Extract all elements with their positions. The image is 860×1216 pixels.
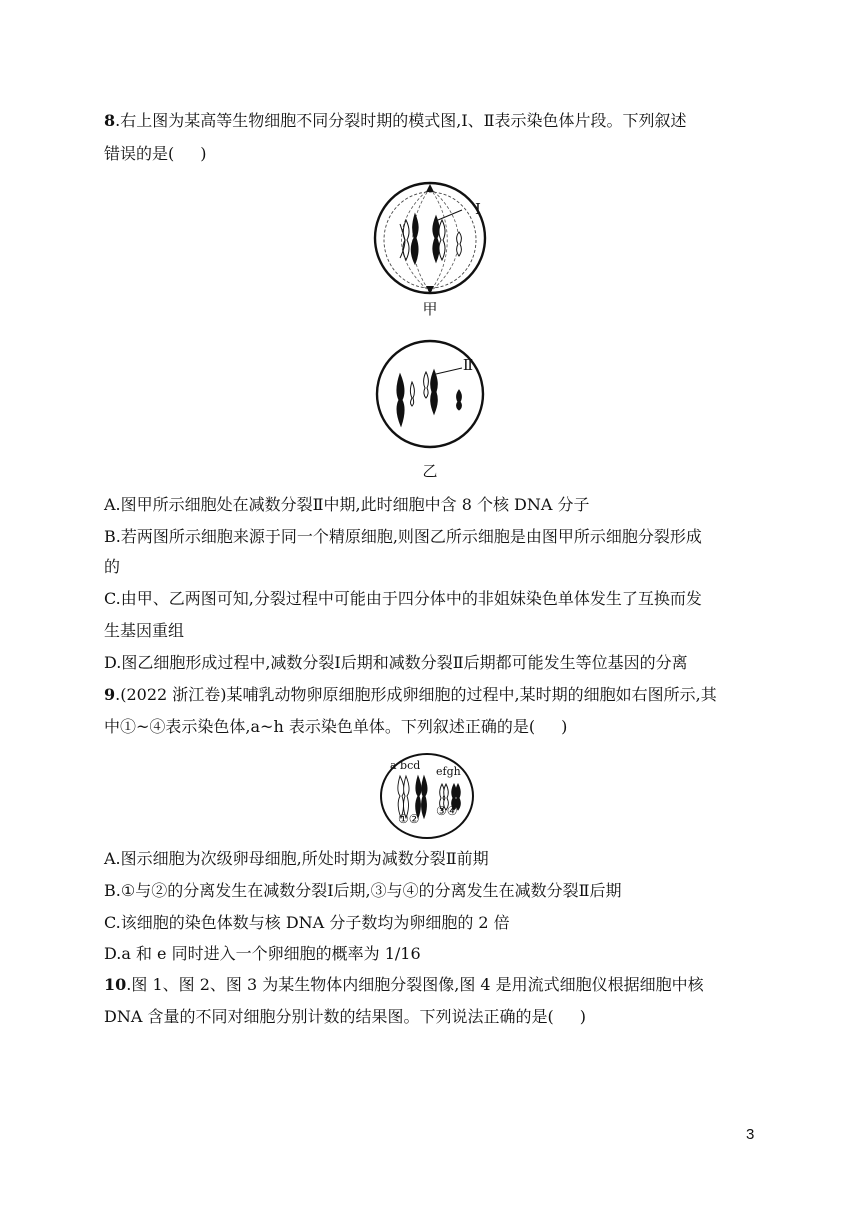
- q9-option-a: A.图示细胞为次级卵母细胞,所处时期为减数分裂Ⅱ前期: [104, 849, 489, 868]
- q8-option-b-line1: B.若两图所示细胞来源于同一个精原细胞,则图乙所示细胞是由图甲所示细胞分裂形成: [104, 527, 702, 546]
- q8-option-d: D.图乙细胞形成过程中,减数分裂Ⅰ后期和减数分裂Ⅱ后期都可能发生等位基因的分离: [104, 653, 688, 672]
- q8-stem-line2: 错误的是( ): [104, 144, 207, 163]
- q8-stem-line1: 8.右上图为某高等生物细胞不同分裂时期的模式图,Ⅰ、Ⅱ表示染色体片段。下列叙述: [104, 111, 687, 130]
- q9-fig-letters-left: a bcd: [390, 759, 421, 772]
- q10-stem-line1: 10.图 1、图 2、图 3 为某生物体内细胞分裂图像,图 4 是用流式细胞仪根据细胞中核: [104, 975, 704, 994]
- q9-option-c: C.该细胞的染色体数与核 DNA 分子数均为卵细胞的 2 倍: [104, 913, 510, 932]
- page-number: 3: [746, 1126, 755, 1143]
- q9-stem-line1: 9.(2022 浙江卷)某哺乳动物卵原细胞形成卵细胞的过程中,某时期的细胞如右图所示,其: [104, 685, 717, 704]
- q8-option-c-line1: C.由甲、乙两图可知,分裂过程中可能由于四分体中的非姐妹染色单体发生了互换而发: [104, 589, 702, 608]
- figure-yi-caption: 乙: [422, 462, 438, 480]
- q9-fig-numbers-left: ①②: [398, 812, 420, 826]
- figure-yi: [374, 338, 486, 450]
- figure-yi-label-II: Ⅱ: [462, 356, 474, 374]
- figure-jia-caption: 甲: [422, 300, 438, 318]
- q8-option-c-line2: 生基因重组: [104, 621, 185, 640]
- q9-fig-numbers-right: ③④: [436, 804, 458, 818]
- figure-jia-label-I: Ⅰ: [475, 200, 481, 218]
- figure-jia: [372, 180, 488, 296]
- q8-option-b-line2: 的: [104, 557, 121, 576]
- q9-option-b: B.①与②的分离发生在减数分裂Ⅰ后期,③与④的分离发生在减数分裂Ⅱ后期: [104, 881, 622, 900]
- q10-stem-line2: DNA 含量的不同对细胞分别计数的结果图。下列说法正确的是( ): [104, 1007, 586, 1026]
- q8-option-a: A.图甲所示细胞处在减数分裂Ⅱ中期,此时细胞中含 8 个核 DNA 分子: [104, 495, 590, 514]
- q9-option-d: D.a 和 e 同时进入一个卵细胞的概率为 1/16: [104, 944, 421, 963]
- q9-stem-line2: 中①~④表示染色体,a~h 表示染色单体。下列叙述正确的是( ): [104, 717, 568, 736]
- q9-fig-letters-right: efgh: [436, 765, 461, 778]
